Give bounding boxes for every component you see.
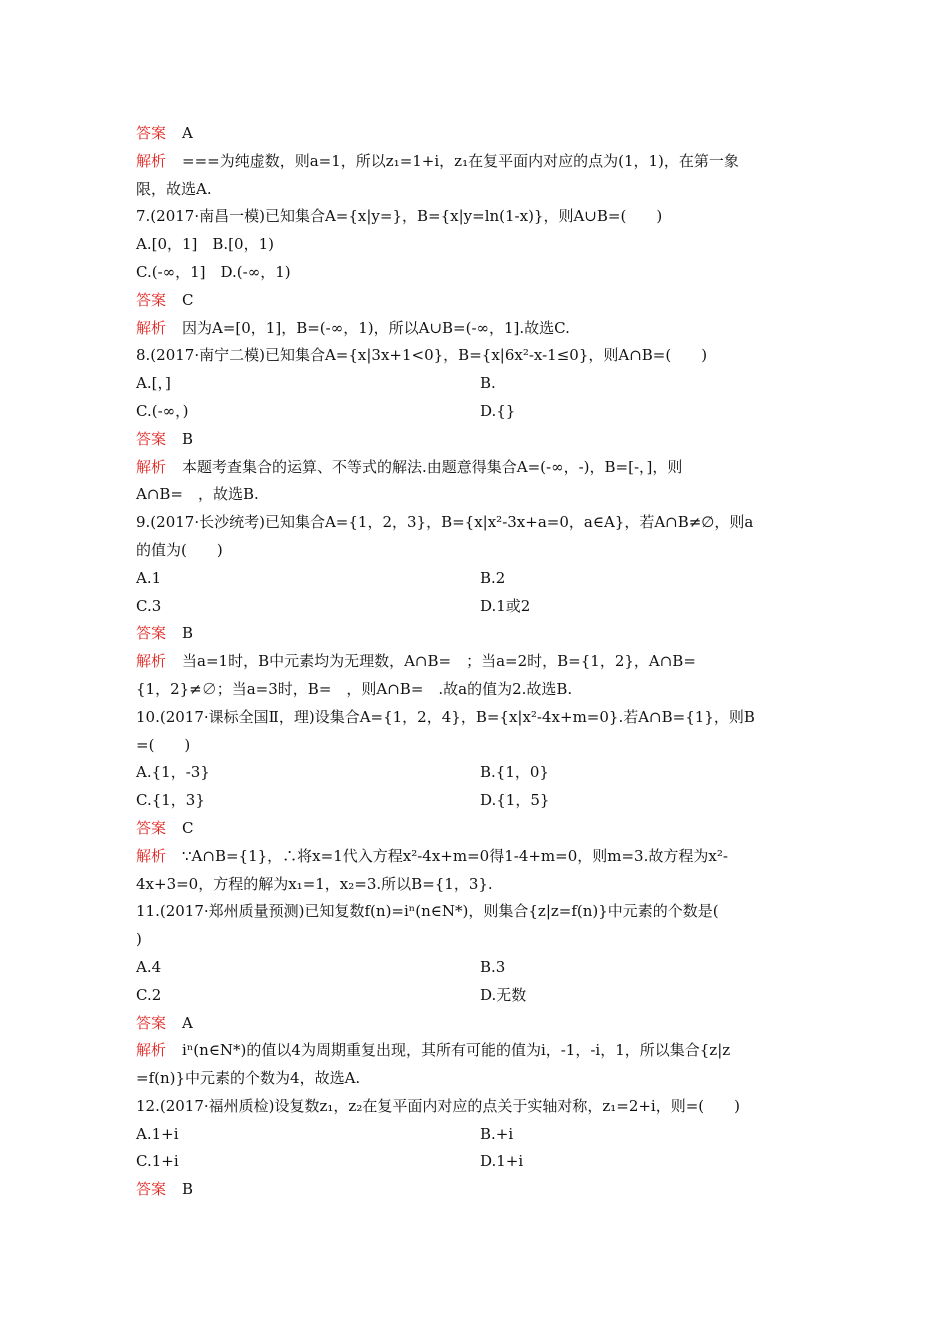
option-left: A.{1，-3} <box>136 763 210 782</box>
line-text: A.[0，1] B.[0，1) <box>136 235 274 254</box>
line-text: ∵A∩B={1}，∴将x=1代入方程x²-4x+m=0得1-4+m=0，则m=3.故方程为x²- <box>182 846 728 865</box>
line-text: 12.(2017·福州质检)设复数z₁，z₂在复平面内对应的点关于实轴对称，z₁=2+i，则=( ) <box>136 1096 741 1115</box>
text-line <box>136 509 840 537</box>
answer-line <box>136 426 840 454</box>
text-line <box>136 537 840 565</box>
option-right: B.2 <box>480 568 506 587</box>
analysis-line <box>136 148 840 176</box>
option-right: D.无数 <box>480 985 527 1004</box>
line-text: ===为纯虚数，则a=1，所以z₁=1+i，z₁在复平面内对应的点为(1，1)，在第一象 <box>182 151 739 170</box>
option-row <box>136 954 840 982</box>
answer-label: 答案 <box>136 624 167 643</box>
document-page <box>136 120 840 1204</box>
line-text: C <box>182 818 194 837</box>
analysis-line <box>136 1037 840 1065</box>
option-row <box>136 982 840 1010</box>
option-left: C.2 <box>136 985 162 1004</box>
text-line <box>136 704 840 732</box>
answer-line <box>136 620 840 648</box>
line-text: C.(-∞，1] D.(-∞，1) <box>136 262 291 281</box>
answer-label: 答案 <box>136 429 167 448</box>
option-right: D.{} <box>480 401 516 420</box>
line-text: 的值为( ) <box>136 540 223 559</box>
answer-line <box>136 287 840 315</box>
text-line <box>136 259 840 287</box>
option-right: B.{1，0} <box>480 763 549 782</box>
analysis-label: 解析 <box>136 1041 167 1060</box>
answer-label: 答案 <box>136 290 167 309</box>
analysis-label: 解析 <box>136 151 167 170</box>
option-left: C.(-∞，) <box>136 401 189 420</box>
line-text: 当a=1时，B中元素均为无理数，A∩B= ；当a=2时，B={1，2}，A∩B= <box>182 652 696 671</box>
line-text: =( ) <box>136 735 191 754</box>
answer-label: 答案 <box>136 818 167 837</box>
analysis-line <box>136 648 840 676</box>
option-left: A.[，] <box>136 374 171 393</box>
line-text: 限，故选A. <box>136 179 212 198</box>
line-text: B <box>182 429 194 448</box>
analysis-label: 解析 <box>136 846 167 865</box>
option-left: C.3 <box>136 596 162 615</box>
line-text: B <box>182 624 194 643</box>
answer-line <box>136 1176 840 1204</box>
line-text: A∩B= ，故选B. <box>136 485 259 504</box>
line-text: A <box>182 1013 193 1032</box>
line-text: =f(n)}中元素的个数为4，故选A. <box>136 1069 361 1088</box>
line-text: 10.(2017·课标全国Ⅱ，理)设集合A={1，2，4}，B={x|x²-4x+m=0}.若A∩B={1}，则B <box>136 707 755 726</box>
text-line <box>136 1065 840 1093</box>
answer-line <box>136 1010 840 1038</box>
option-right: B.3 <box>480 957 506 976</box>
text-line <box>136 1093 840 1121</box>
option-right: D.1或2 <box>480 596 531 615</box>
text-line <box>136 871 840 899</box>
text-line <box>136 676 840 704</box>
line-text: 8.(2017·南宁二模)已知集合A={x|3x+1<0}，B={x|6x²-x-1≤0}，则A∩B=( ) <box>136 346 708 365</box>
answer-label: 答案 <box>136 1013 167 1032</box>
text-line <box>136 342 840 370</box>
answer-label: 答案 <box>136 124 167 142</box>
line-text: {1，2}≠∅；当a=3时，B= ，则A∩B= .故a的值为2.故选B. <box>136 679 573 698</box>
option-row <box>136 398 840 426</box>
line-text: 4x+3=0，方程的解为x₁=1，x₂=3.所以B={1，3}. <box>136 874 493 893</box>
option-row <box>136 1121 840 1149</box>
line-text: 11.(2017·郑州质量预测)已知复数f(n)=iⁿ(n∈N*)，则集合{z|z=f(n)}中元素的个数是( <box>136 902 719 921</box>
analysis-line <box>136 454 840 482</box>
line-text: iⁿ(n∈N*)的值以4为周期重复出现，其所有可能的值为i，-1，-i，1，所以集合{z|z <box>182 1041 731 1060</box>
line-text: ) <box>136 930 142 949</box>
option-row <box>136 593 840 621</box>
answer-line <box>136 815 840 843</box>
analysis-label: 解析 <box>136 652 167 671</box>
text-line <box>136 231 840 259</box>
line-text: C <box>182 290 194 309</box>
text-line <box>136 203 840 231</box>
analysis-line <box>136 315 840 343</box>
option-right: B.+i <box>480 1124 514 1143</box>
option-right: D.{1，5} <box>480 791 550 810</box>
option-left: C.{1，3} <box>136 791 205 810</box>
text-line <box>136 926 840 954</box>
option-row <box>136 1148 840 1176</box>
analysis-line <box>136 843 840 871</box>
analysis-label: 解析 <box>136 318 167 337</box>
text-line <box>136 732 840 760</box>
text-line <box>136 176 840 204</box>
option-right: B. <box>480 374 496 393</box>
option-row <box>136 370 840 398</box>
line-text: B <box>182 1180 194 1199</box>
line-text: 9.(2017·长沙统考)已知集合A={1，2，3}，B={x|x²-3x+a=0，a∈A}，若A∩B≠∅，则a <box>136 513 754 532</box>
option-row <box>136 787 840 815</box>
line-text: 7.(2017·南昌一模)已知集合A={x|y=}，B={x|y=ln(1-x)}，则A∪B=( ) <box>136 207 663 226</box>
option-left: A.1 <box>136 568 162 587</box>
option-row <box>136 759 840 787</box>
answer-label: 答案 <box>136 1180 167 1199</box>
option-left: A.1+i <box>136 1124 179 1143</box>
text-line <box>136 898 840 926</box>
line-text: 本题考查集合的运算、不等式的解法.由题意得集合A=(-∞，-)，B=[-，]，则 <box>182 457 683 476</box>
option-left: A.4 <box>136 957 162 976</box>
text-line <box>136 481 840 509</box>
line-text: 因为A=[0，1]，B=(-∞，1)，所以A∪B=(-∞，1].故选C. <box>182 318 570 337</box>
analysis-label: 解析 <box>136 457 167 476</box>
answer-line <box>136 120 840 148</box>
line-text: A <box>182 124 193 142</box>
option-left: C.1+i <box>136 1152 179 1171</box>
option-right: D.1+i <box>480 1152 524 1171</box>
option-row <box>136 565 840 593</box>
